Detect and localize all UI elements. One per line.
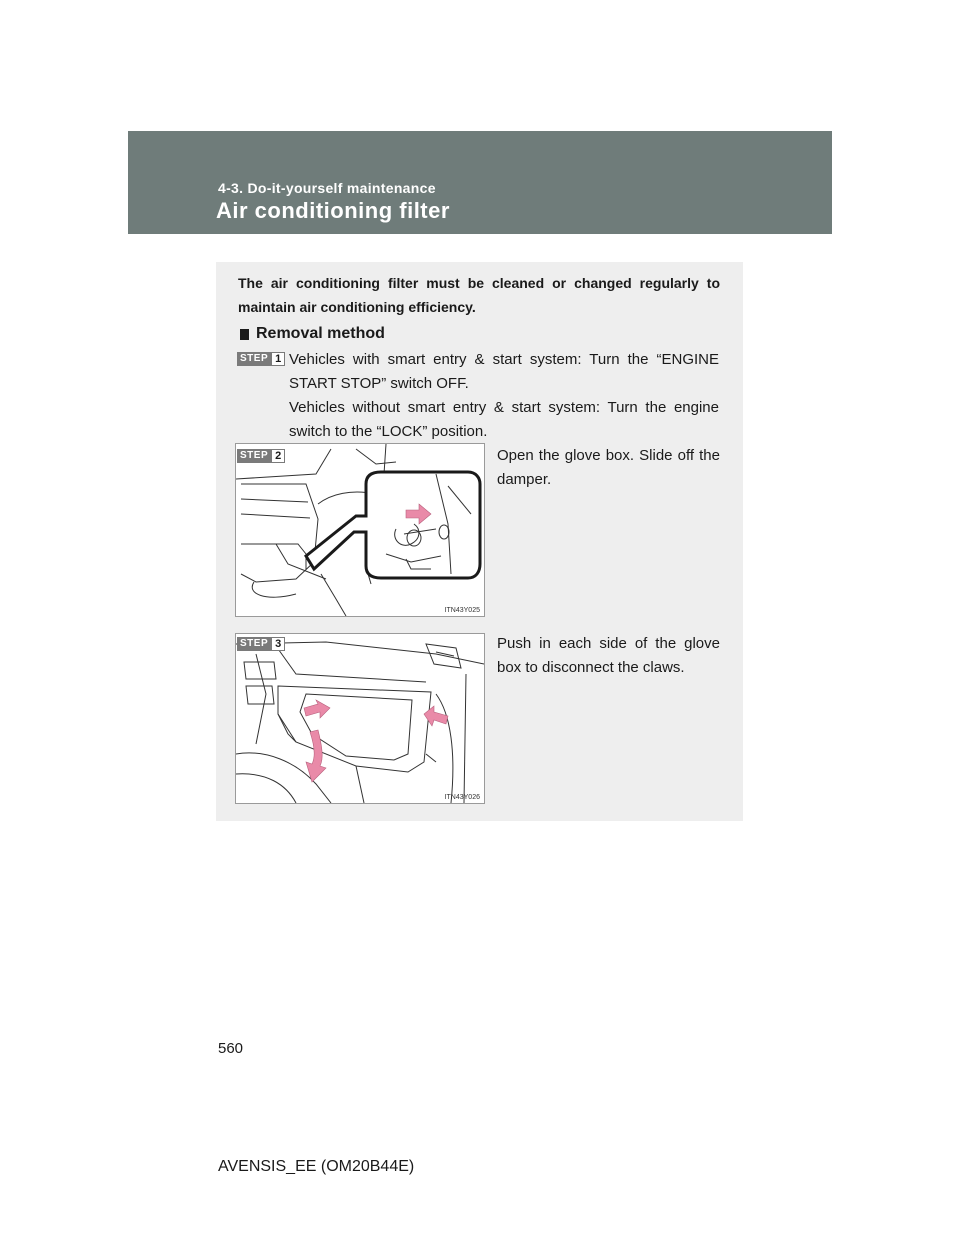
step-2-number: 2 <box>271 449 285 463</box>
step-2-figure-code: ITN43Y025 <box>444 607 480 614</box>
step-3-word: STEP <box>237 637 271 651</box>
removal-heading <box>240 325 385 343</box>
step-1-text <box>289 348 719 444</box>
square-bullet-icon <box>240 329 249 340</box>
section-label: 4-3. Do-it-yourself maintenance <box>218 180 436 196</box>
step-2-badge <box>237 449 285 463</box>
pull-down-arrow-icon <box>306 730 326 782</box>
step-1-line-smart-entry: Vehicles with smart entry & start system: Turn the “ENGINE START STOP” switch OFF. <box>289 351 719 392</box>
step-2-text: Open the glove box. Slide off the damper. <box>497 447 720 488</box>
step-1-number: 1 <box>271 352 285 366</box>
step-3-badge <box>237 637 285 651</box>
push-left-arrow-icon <box>304 700 330 718</box>
step-2-figure <box>235 443 485 617</box>
step-3-figure <box>235 633 485 804</box>
step-3-figure-code: ITN43Y026 <box>444 794 480 801</box>
step-3-number: 3 <box>271 637 285 651</box>
page-title: Air conditioning filter <box>216 198 450 223</box>
step-2-word: STEP <box>237 449 271 463</box>
removal-heading-label: Removal method <box>256 325 385 342</box>
glove-box-claws-illustration <box>236 634 484 803</box>
glove-box-damper-illustration <box>236 444 484 616</box>
intro-text: The air conditioning filter must be cleaned or changed regularly to maintain air conditioning efficiency. <box>238 275 720 315</box>
step-1-badge <box>237 352 285 366</box>
step-3-text: Push in each side of the glove box to disconnect the claws. <box>497 635 720 676</box>
page-number: 560 <box>218 1040 244 1057</box>
step-1-word: STEP <box>237 352 271 366</box>
document-code: AVENSIS_EE (OM20B44E) <box>218 1158 415 1175</box>
step-1-line-no-smart-entry: Vehicles without smart entry & start system: Turn the engine switch to the “LOCK” position. <box>289 399 719 440</box>
